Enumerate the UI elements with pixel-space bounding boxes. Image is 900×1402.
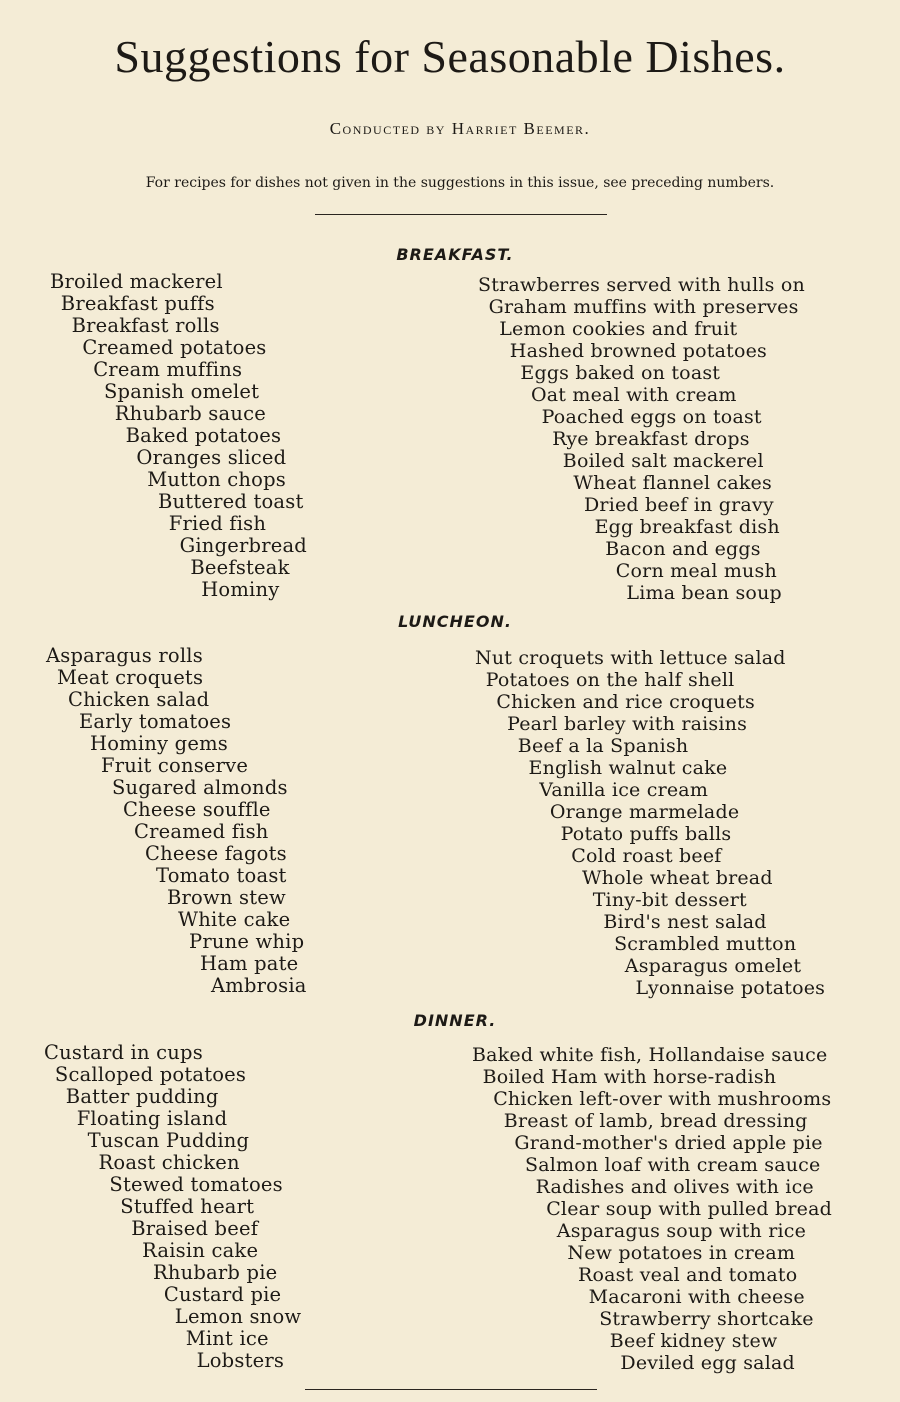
dish-item: Batter pudding <box>65 1085 219 1108</box>
dish-item: Bacon and eggs <box>605 538 761 560</box>
dish-item: Strawberres served with hulls on <box>478 274 805 296</box>
dinner-left-list <box>44 1042 301 1372</box>
dish-item: Baked potatoes <box>125 424 282 447</box>
dish-item: Rhubarb pie <box>153 1261 278 1284</box>
dish-item: White cake <box>178 908 291 931</box>
dish-item: Whole wheat bread <box>582 867 773 889</box>
dish-item: Strawberry shortcake <box>599 1308 814 1330</box>
dish-item: Fried fish <box>168 512 267 535</box>
dish-item: Deviled egg salad <box>620 1352 795 1374</box>
dish-item: Beefsteak <box>190 556 290 579</box>
dish-item: Asparagus rolls <box>46 644 203 667</box>
section-heading-dinner: DINNER. <box>413 1011 497 1030</box>
luncheon-right-list <box>475 647 825 999</box>
dish-item: Sugared almonds <box>112 776 288 799</box>
dish-item: Creamed fish <box>134 820 269 843</box>
dish-item: Rye breakfast drops <box>552 428 750 450</box>
dish-item: Dried beef in gravy <box>584 494 774 516</box>
dish-item: Raisin cake <box>142 1239 259 1262</box>
dish-item: Hominy <box>201 578 280 601</box>
dish-item: Braised beef <box>131 1217 259 1240</box>
breakfast-left-list <box>50 271 307 601</box>
dish-item: Ambrosia <box>211 974 307 997</box>
dish-item: Brown stew <box>167 886 286 909</box>
dish-item: Spanish omelet <box>104 380 260 403</box>
dish-item: Stewed tomatoes <box>109 1173 283 1196</box>
dish-item: Cold roast beef <box>571 845 722 867</box>
dish-item: Stuffed heart <box>120 1195 255 1218</box>
dish-item: Roast chicken <box>98 1151 240 1174</box>
dish-item: Hashed browned potatoes <box>509 340 767 362</box>
dish-item: Mutton chops <box>147 468 286 491</box>
dish-item: Chicken and rice croquets <box>496 691 755 713</box>
recipes-note: For recipes for dishes not given in the suggestions in this issue, see preceding numbers. <box>145 175 775 191</box>
divider-top <box>315 214 607 215</box>
section-heading-breakfast: BREAKFAST. <box>396 245 514 264</box>
dish-item: Oat meal with cream <box>531 384 737 406</box>
dish-item: Meat croquets <box>57 666 204 689</box>
dish-item: Potatoes on the half shell <box>485 669 735 691</box>
dish-item: Vanilla ice cream <box>539 779 709 801</box>
dish-item: Bird's nest salad <box>603 911 767 933</box>
dish-item: Poached eggs on toast <box>541 406 762 428</box>
dish-item: Nut croquets with lettuce salad <box>475 647 786 669</box>
dish-item: Boiled Ham with horse-radish <box>482 1066 777 1088</box>
dish-item: Custard in cups <box>44 1041 203 1064</box>
dish-item: Chicken left-over with mushrooms <box>493 1088 832 1110</box>
dish-item: Chicken salad <box>68 688 210 711</box>
dish-item: Orange marmelade <box>549 801 740 823</box>
dish-item: Floating island <box>76 1107 228 1130</box>
dish-item: Roast veal and tomato <box>578 1264 798 1286</box>
dish-item: Pearl barley with raisins <box>507 713 748 735</box>
dish-item: Creamed potatoes <box>82 336 267 359</box>
dish-item: Clear soup with pulled bread <box>546 1198 832 1220</box>
dish-item: Oranges sliced <box>136 446 287 469</box>
dish-item: Custard pie <box>163 1283 282 1306</box>
dish-item: Graham muffins with preserves <box>488 296 799 318</box>
dish-item: Asparagus soup with rice <box>556 1220 807 1242</box>
breakfast-right-list <box>478 274 805 604</box>
section-heading-luncheon: LUNCHEON. <box>398 612 512 631</box>
dish-item: Grand-mother's dried apple pie <box>514 1132 823 1154</box>
dinner-right-list <box>472 1044 832 1374</box>
dish-item: English walnut cake <box>528 757 728 779</box>
dish-item: Salmon loaf with cream sauce <box>525 1154 821 1176</box>
dish-item: Asparagus omelet <box>624 955 802 977</box>
dish-item: Tomato toast <box>156 864 287 887</box>
dish-item: Cheese souffle <box>123 798 271 821</box>
dish-item: Prune whip <box>189 930 305 953</box>
dish-item: Radishes and olives with ice <box>535 1176 814 1198</box>
dish-item: Early tomatoes <box>79 710 232 733</box>
dish-item: Gingerbread <box>179 534 307 557</box>
dish-item: Hominy gems <box>90 732 228 755</box>
dish-item: Boiled salt mackerel <box>562 450 764 472</box>
dish-item: Lyonnaise potatoes <box>635 977 826 999</box>
byline: Conducted by Harriet Beemer. <box>329 119 591 138</box>
dish-item: New potatoes in cream <box>567 1242 796 1264</box>
dish-item: Broiled mackerel <box>50 270 223 293</box>
dish-item: Beef kidney stew <box>609 1330 778 1352</box>
divider-bottom <box>305 1389 597 1390</box>
dish-item: Tiny-bit dessert <box>592 889 747 911</box>
dish-item: Macaroni with cheese <box>588 1286 805 1308</box>
dish-item: Baked white fish, Hollandaise sauce <box>472 1044 828 1066</box>
dish-item: Breakfast puffs <box>60 292 215 315</box>
dish-item: Rhubarb sauce <box>114 402 266 425</box>
dish-item: Scalloped potatoes <box>54 1063 247 1086</box>
dish-item: Lemon cookies and fruit <box>499 318 738 340</box>
dish-item: Beef a la Spanish <box>517 735 689 757</box>
dish-item: Cheese fagots <box>145 842 287 865</box>
dish-item: Scrambled mutton <box>614 933 797 955</box>
dish-item: Potato puffs balls <box>560 823 732 845</box>
dish-item: Eggs baked on toast <box>520 362 721 384</box>
dish-item: Buttered toast <box>158 490 304 513</box>
page-title: Suggestions for Seasonable Dishes. <box>114 31 786 82</box>
dish-item: Cream muffins <box>93 358 243 381</box>
luncheon-left-list <box>46 645 307 997</box>
dish-item: Mint ice <box>185 1327 269 1350</box>
dish-item: Egg breakfast dish <box>594 516 780 538</box>
dish-item: Wheat flannel cakes <box>573 472 772 494</box>
dish-item: Breast of lamb, bread dressing <box>503 1110 808 1132</box>
dish-item: Tuscan Pudding <box>87 1129 250 1152</box>
dish-item: Lemon snow <box>174 1305 302 1328</box>
dish-item: Corn meal mush <box>615 560 777 582</box>
dish-item: Fruit conserve <box>101 754 249 777</box>
dish-item: Ham pate <box>200 952 299 975</box>
dish-item: Lobsters <box>196 1349 285 1372</box>
dish-item: Lima bean soup <box>626 582 782 604</box>
dish-item: Breakfast rolls <box>71 314 220 337</box>
